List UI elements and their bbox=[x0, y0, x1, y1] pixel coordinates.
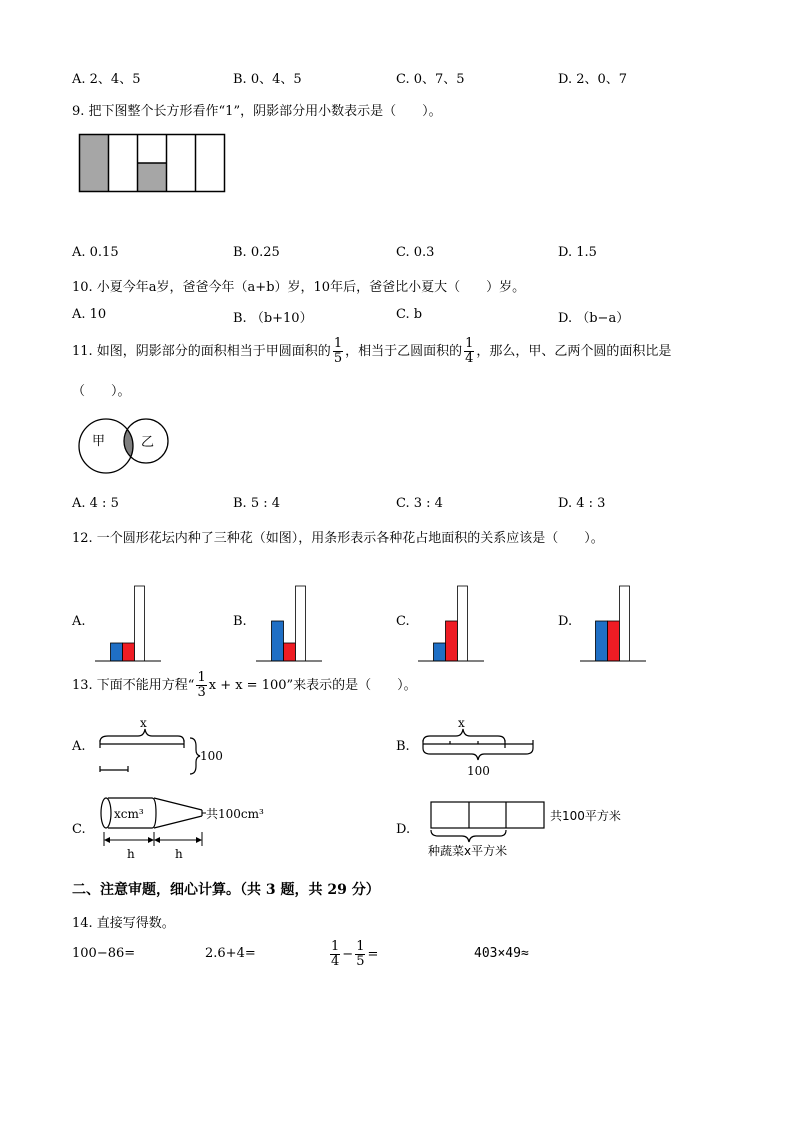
q8-option-d: D. 2、0、7 bbox=[558, 72, 628, 87]
q12-bar-red bbox=[446, 621, 458, 661]
q8-option-b: B. 0、4、5 bbox=[233, 72, 302, 87]
q11-stem-part-b: ，相当于乙圆面积的 bbox=[345, 344, 463, 359]
q13-fraction bbox=[196, 671, 206, 699]
q14-frac-b bbox=[355, 940, 365, 968]
q13-label-d: D. bbox=[396, 822, 411, 837]
q13-label-a: A. bbox=[72, 739, 86, 754]
q11-stem-part-a: 11. 如图，阴影部分的面积相当于甲圆面积的 bbox=[72, 344, 331, 359]
q12-bar-red bbox=[608, 621, 620, 661]
q10-stem: 10. 小夏今年a岁，爸爸今年（a+b）岁，10年后，爸爸比小夏大（ ）岁。 bbox=[72, 280, 526, 295]
q12-label-d: D. bbox=[558, 614, 573, 629]
q9-option-c: C. 0.3 bbox=[396, 245, 435, 260]
q11-frac2-den: 4 bbox=[465, 351, 474, 366]
q13-c-h1-label: h bbox=[127, 847, 135, 861]
q11-stem-line1 bbox=[72, 333, 671, 371]
q14-item-4: 403×49≈ bbox=[474, 946, 529, 961]
q13-b-x-label: x bbox=[458, 716, 465, 730]
q12-bar-white bbox=[458, 586, 468, 661]
q12-bar-white bbox=[296, 586, 306, 661]
q11-frac2-num: 1 bbox=[465, 336, 474, 352]
q14-frac-a bbox=[330, 940, 340, 968]
q10-option-d: D. （b−a） bbox=[558, 311, 630, 326]
q13-figure-a bbox=[98, 712, 228, 778]
q8-option-a: A. 2、4、5 bbox=[72, 72, 141, 87]
q10-option-c: C. b bbox=[396, 307, 423, 322]
q13-b-total-label: 100 bbox=[467, 764, 490, 778]
q12-stem: 12. 一个圆形花坛内种了三种花（如图），用条形表示各种花占地面积的关系应该是（ ）。 bbox=[72, 531, 604, 546]
q13-frac-num: 1 bbox=[197, 670, 206, 686]
q13-a-x-label: x bbox=[140, 716, 147, 730]
q14-item-1: 100−86= bbox=[72, 946, 136, 961]
q12-bar-chart-d bbox=[580, 585, 652, 663]
q12-bar-white bbox=[620, 586, 630, 661]
q10-option-b: B. （b+10） bbox=[233, 311, 313, 326]
q14-item-3 bbox=[328, 936, 378, 974]
q14-stem: 14. 直接写得数。 bbox=[72, 916, 175, 931]
q13-c-cylinder-label: xcm³ bbox=[114, 807, 144, 821]
q12-bar-blue bbox=[111, 643, 123, 661]
q12-label-a: A. bbox=[72, 614, 86, 629]
q9-option-d: D. 1.5 bbox=[558, 245, 597, 260]
q11-option-c: C. 3 : 4 bbox=[396, 496, 443, 511]
q12-bar-red bbox=[284, 643, 296, 661]
q12-bar-chart-b bbox=[256, 585, 328, 663]
q12-bar-red bbox=[123, 643, 135, 661]
q13-figure-b bbox=[420, 712, 540, 780]
q14-minus-sign: − bbox=[342, 947, 354, 962]
q13-d-total-label: 共100平方米 bbox=[550, 809, 621, 823]
q8-option-c: C. 0、7、5 bbox=[396, 72, 465, 87]
q9-stem: 9. 把下图整个长方形看作“1”，阴影部分用小数表示是（ ）。 bbox=[72, 104, 442, 119]
q13-frac-den: 3 bbox=[197, 685, 206, 700]
q11-fraction-1 bbox=[333, 337, 343, 365]
q12-bar-chart-c bbox=[418, 585, 490, 663]
q11-frac1-den: 5 bbox=[333, 351, 343, 366]
q12-bar-white bbox=[135, 586, 145, 661]
q9-rectangle-figure bbox=[79, 134, 227, 194]
q11-fraction-2 bbox=[464, 337, 474, 365]
q13-stem-part-b: x + x = 100”来表示的是（ ）。 bbox=[208, 678, 417, 693]
q9-option-a: A. 0.15 bbox=[72, 245, 119, 260]
q11-option-d: D. 4 : 3 bbox=[558, 496, 606, 511]
q12-label-c: C. bbox=[396, 614, 410, 629]
q12-bar-blue bbox=[596, 621, 608, 661]
q14-item-2: 2.6+4= bbox=[205, 946, 256, 961]
q10-option-a: A. 10 bbox=[72, 307, 107, 322]
q11-option-b: B. 5 : 4 bbox=[233, 496, 281, 511]
q11-stem-line2: （ ）。 bbox=[72, 384, 131, 399]
q14-frac-b-den: 5 bbox=[356, 954, 365, 969]
q11-frac1-num: 1 bbox=[333, 336, 343, 352]
q12-bar-blue bbox=[272, 621, 284, 661]
q13-label-c: C. bbox=[72, 822, 86, 837]
q11-option-a: A. 4 : 5 bbox=[72, 496, 119, 511]
q11-stem-part-c: ，那么，甲、乙两个圆的面积比是 bbox=[476, 344, 672, 359]
q12-bar-chart-a bbox=[95, 585, 167, 663]
q13-d-bottom-label: 种蔬菜x平方米 bbox=[428, 844, 508, 858]
q12-bar-blue bbox=[434, 643, 446, 661]
q14-frac-a-den: 4 bbox=[331, 954, 340, 969]
q13-figure-c bbox=[100, 796, 300, 862]
q9-option-b: B. 0.25 bbox=[233, 245, 280, 260]
q13-c-total-label: 共100cm³ bbox=[206, 807, 264, 821]
q13-label-b: B. bbox=[396, 739, 410, 754]
q13-c-h2-label: h bbox=[175, 847, 183, 861]
q13-a-total-label: 100 bbox=[200, 749, 223, 763]
section-2-title: 二、注意审题，细心计算。（共 3 题，共 29 分） bbox=[72, 882, 380, 898]
q11-venn-figure bbox=[78, 418, 170, 476]
q14-frac-b-num: 1 bbox=[356, 939, 365, 955]
q14-equals-sign: = bbox=[367, 947, 379, 962]
q13-figure-d bbox=[428, 800, 668, 862]
q11-circle-a-label: 甲 bbox=[92, 434, 106, 449]
q13-stem bbox=[72, 667, 417, 705]
q12-label-b: B. bbox=[233, 614, 247, 629]
q14-frac-a-num: 1 bbox=[331, 939, 340, 955]
q13-stem-part-a: 13. 下面不能用方程“ bbox=[72, 678, 195, 693]
q11-circle-b-label: 乙 bbox=[141, 435, 155, 450]
